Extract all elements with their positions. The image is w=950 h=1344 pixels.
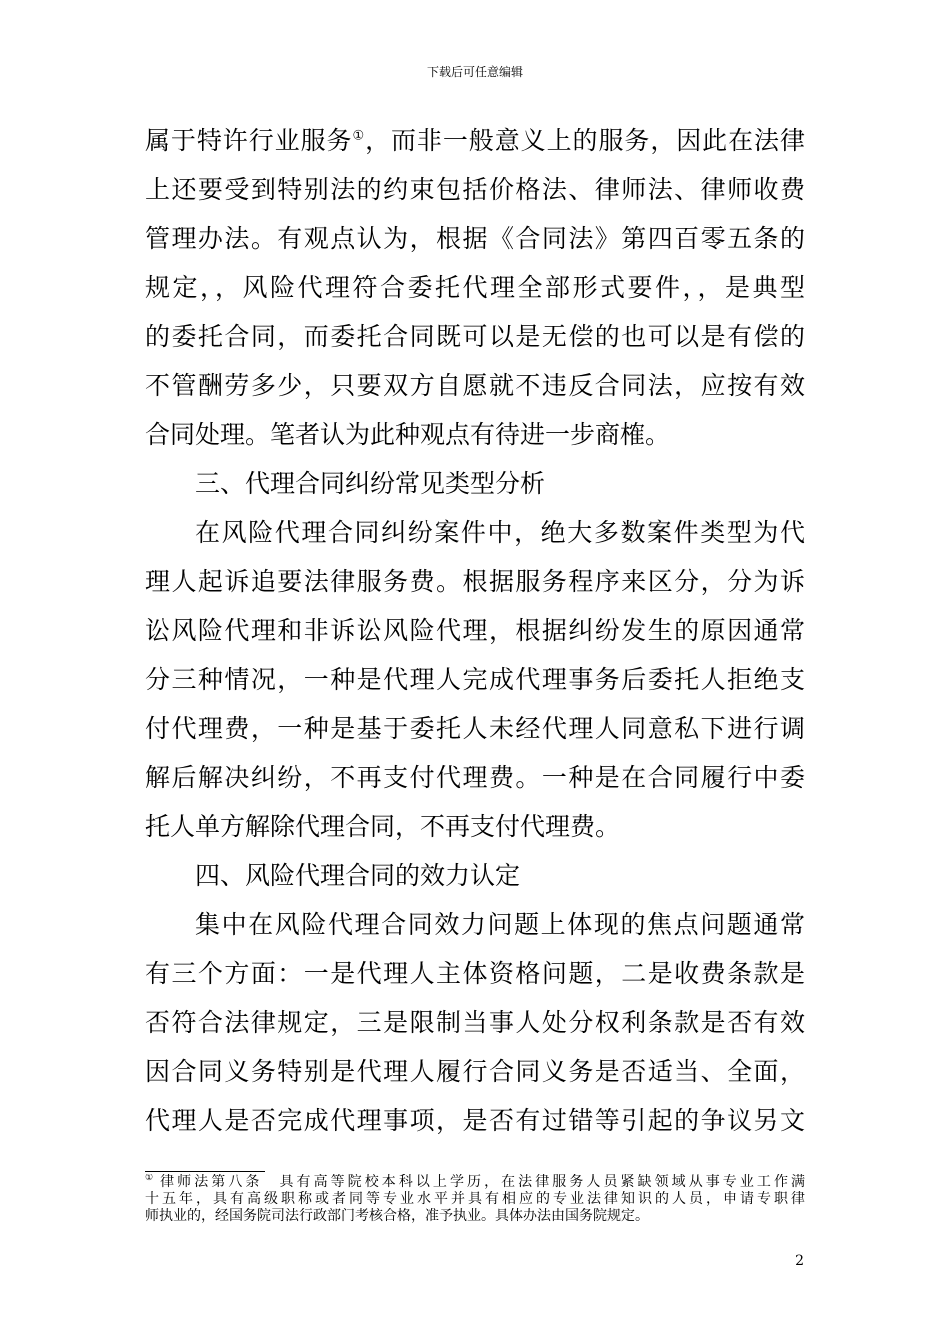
section-heading: 三、代理合同纠纷常见类型分析 [195,469,546,498]
body-line: 上还要受到特别法的约束包括价格法、律师法、律师收费 [145,175,805,204]
footnote-reference[interactable]: ① [352,128,366,144]
body-line: 托人单方解除代理合同，不再支付代理费。 [145,812,621,841]
body-line: 不管酬劳多少，只要双方自愿就不违反合同法，应按有效 [145,371,805,400]
body-line: 理人起诉追要法律服务费。根据服务程序来区分，分为诉 [145,567,805,596]
footnote-line [145,1174,805,1191]
page-number: 2 [795,1253,804,1269]
section-heading: 四、风险代理合同的效力认定 [195,861,521,890]
body-line: 讼风险代理和非诉讼风险代理，根据纠纷发生的原因通常 [145,616,805,645]
body-line: 管理办法。有观点认为，根据《合同法》第四百零五条的 [145,224,805,253]
body-line: 付代理费，一种是基于委托人未经代理人同意私下进行调 [145,714,805,743]
footnote-text: 律师法第八条 具有高等院校本科以上学历，在法律服务人员紧缺领域从事专业工作满 [160,1174,805,1190]
body-line: 有三个方面：一是代理人主体资格问题，二是收费条款是 [145,959,805,988]
body-line: 的委托合同，而委托合同既可以是无偿的也可以是有偿的 [145,322,805,351]
body-line: 解后解决纠纷，不再支付代理费。一种是在合同履行中委 [145,763,805,792]
body-text [145,116,805,1145]
body-line: 规定，，风险代理符合委托代理全部形式要件，，是典型 [145,273,805,302]
line-text: ，而非一般意义上的服务，因此在法律 [365,126,805,155]
body-line [145,116,805,165]
page-header: 下载后可任意编辑 [426,65,523,79]
body-line: 代理人是否完成代理事项，是否有过错等引起的争议另文 [145,1106,805,1135]
footnote-mark: ① [145,1174,157,1184]
footnote-line: 师执业的，经国务院司法行政部门考核合格，准予执业。具体办法由国务院规定。 [145,1208,649,1224]
body-line: 集中在风险代理合同效力问题上体现的焦点问题通常 [195,910,805,939]
body-line: 因合同义务特别是代理人履行合同义务是否适当、全面， [145,1057,805,1086]
body-line: 合同处理。笔者认为此种观点有待进一步商榷。 [145,420,671,449]
body-line: 否符合法律规定，三是限制当事人处分权利条款是否有效 [145,1008,805,1037]
body-line: 在风险代理合同纠纷案件中，绝大多数案件类型为代 [195,518,805,547]
footnote-separator [145,1171,265,1172]
footnote [145,1174,805,1225]
body-line: 分三种情况，一种是代理人完成代理事务后委托人拒绝支 [145,665,805,694]
footnote-line: 十五年，具有高级职称或者同等专业水平并具有相应的专业法律知识的人员，申请专职律 [145,1191,805,1207]
line-text: 属于特许行业服务 [145,126,353,155]
